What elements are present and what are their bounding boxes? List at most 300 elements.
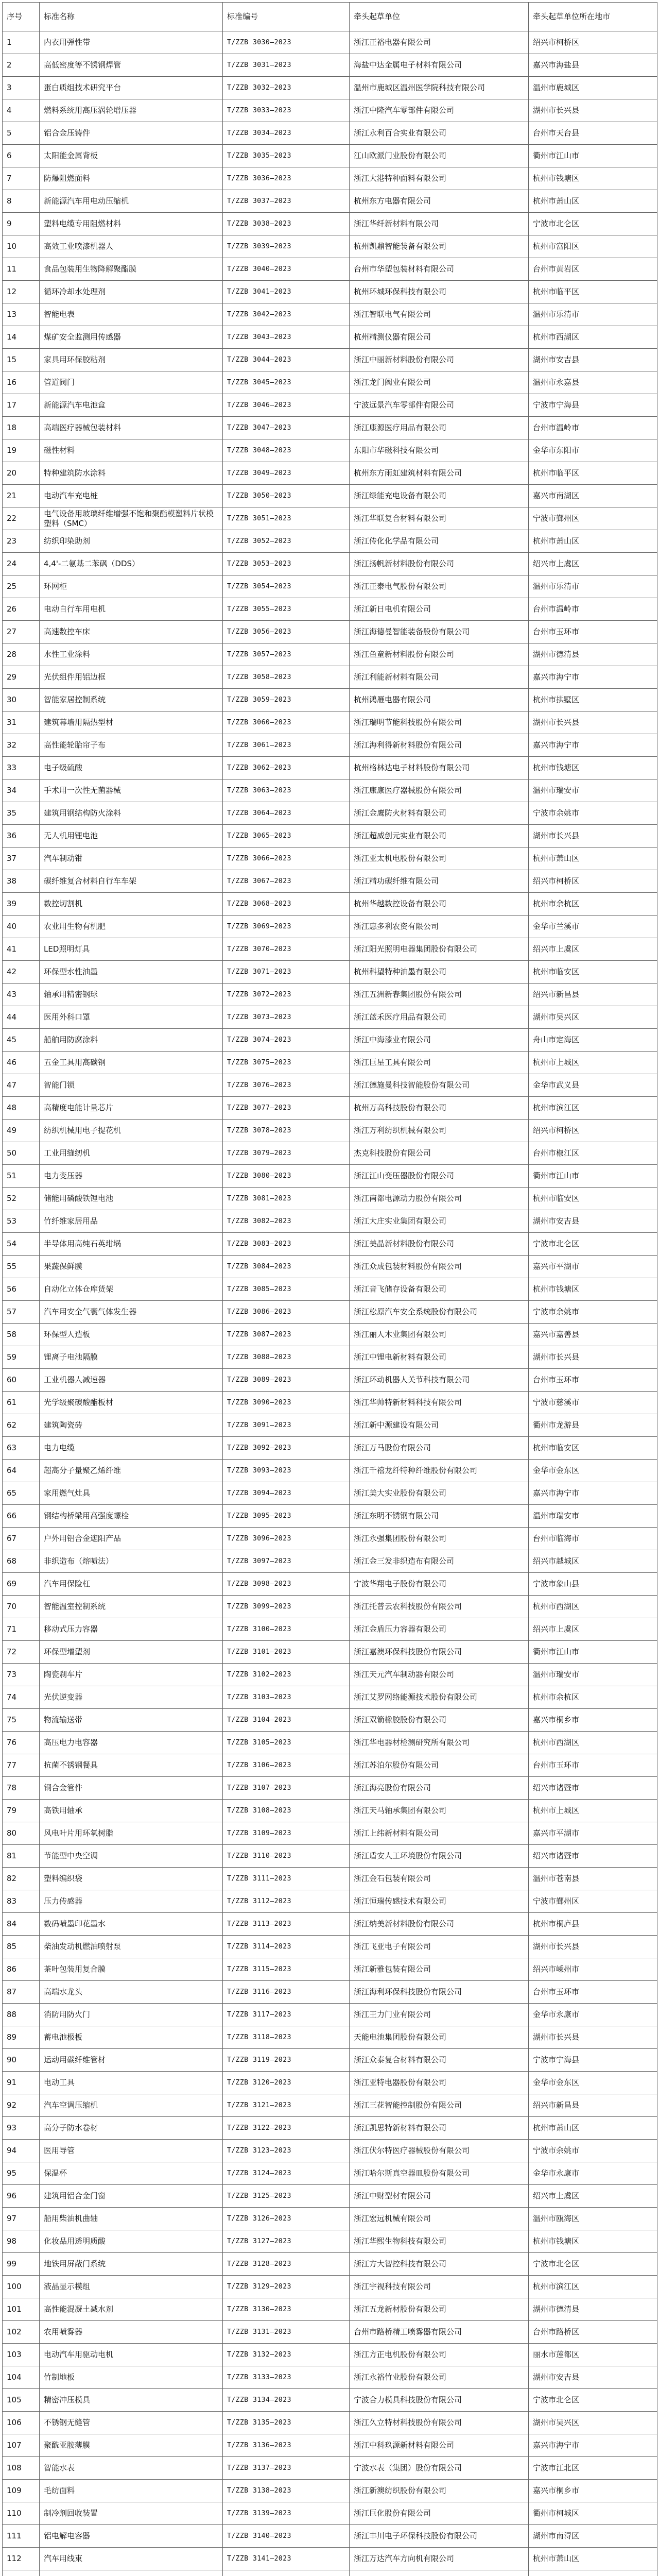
lead-drafter-city-cell: 杭州市萧山区 <box>529 190 657 213</box>
standard-code-cell: T/ZZB 3049—2023 <box>223 462 350 485</box>
standard-code-cell: T/ZZB 3069—2023 <box>223 916 350 938</box>
standard-code-cell: T/ZZB 3125—2023 <box>223 2185 350 2208</box>
table-row <box>3 462 657 485</box>
lead-drafter-city-cell: 湖州市长兴县 <box>529 99 657 122</box>
standard-name-cell: 电动工具 <box>40 2072 223 2094</box>
standard-name-cell: 环网柜 <box>40 575 223 598</box>
lead-drafter-city-cell: 台州市玉环市 <box>529 621 657 643</box>
lead-drafter-cell: 浙江江山变压器股份有限公司 <box>350 1165 529 1188</box>
standard-code-cell: T/ZZB 3034—2023 <box>223 122 350 145</box>
standard-code-cell: T/ZZB 3087—2023 <box>223 1324 350 1346</box>
lead-drafter-cell: 浙江海亮股份有限公司 <box>350 1777 529 1800</box>
standard-code-cell: T/ZZB 3081—2023 <box>223 1188 350 1210</box>
table-row <box>3 1392 657 1414</box>
standard-code-cell: T/ZZB 3047—2023 <box>223 417 350 439</box>
lead-drafter-city-cell: 宁波市宁海县 <box>529 394 657 417</box>
lead-drafter-city-cell: 绍兴市诸暨市 <box>529 1845 657 1868</box>
row-index-cell: 30 <box>3 689 40 711</box>
table-row <box>3 621 657 643</box>
standard-name-cell: 新能源汽车用电动压缩机 <box>40 190 223 213</box>
row-index-cell: 67 <box>3 1528 40 1550</box>
lead-drafter-city-cell: 绍兴市新昌县 <box>529 984 657 1006</box>
lead-drafter-cell: 台州市华塑包装材料有限公司 <box>350 258 529 281</box>
lead-drafter-city-cell: 温州市瑞安市 <box>529 779 657 802</box>
lead-drafter-city-cell: 宁波市北仑区 <box>529 1233 657 1256</box>
lead-drafter-city-cell: 宁波市江北区 <box>529 2457 657 2480</box>
lead-drafter-city-cell: 杭州市萧山区 <box>529 848 657 870</box>
table-row <box>3 1641 657 1664</box>
lead-drafter-cell: 浙江巨化股份有限公司 <box>350 2502 529 2525</box>
table-row <box>3 1324 657 1346</box>
row-index-cell: 93 <box>3 2117 40 2140</box>
standard-code-cell: T/ZZB 3077—2023 <box>223 1097 350 1120</box>
lead-drafter-cell: 浙江海利得新材料股份有限公司 <box>350 734 529 757</box>
standard-name-cell: 液晶显示模组 <box>40 2276 223 2298</box>
standard-code-cell: T/ZZB 3073—2023 <box>223 1006 350 1029</box>
lead-drafter-city-cell: 湖州市安吉县 <box>529 1210 657 1233</box>
lead-drafter-city-cell: 绍兴市柯桥区 <box>529 1120 657 1142</box>
standard-code-cell: T/ZZB 3108—2023 <box>223 1800 350 1822</box>
table-row <box>3 1845 657 1868</box>
standard-code-cell: T/ZZB 3030—2023 <box>223 31 350 54</box>
standard-code-cell: T/ZZB 3109—2023 <box>223 1822 350 1845</box>
standard-code-cell: T/ZZB 3079—2023 <box>223 1142 350 1165</box>
row-index-cell: 107 <box>3 2434 40 2457</box>
standard-name-cell: 竹制地板 <box>40 2366 223 2389</box>
standard-name-cell: 高压电力电容器 <box>40 1732 223 1754</box>
lead-drafter-cell: 浙江飞亚电子有限公司 <box>350 1936 529 1958</box>
lead-drafter-cell: 杭州环城环保科技有限公司 <box>350 281 529 303</box>
lead-drafter-cell: 浙江哈尔斯真空器皿股份有限公司 <box>350 2162 529 2185</box>
standard-code-cell: T/ZZB 3099—2023 <box>223 1596 350 1618</box>
lead-drafter-city-cell: 杭州市富阳区 <box>529 235 657 258</box>
lead-drafter-cell: 浙江南都电源动力股份有限公司 <box>350 1188 529 1210</box>
row-index-cell: 103 <box>3 2344 40 2366</box>
standard-name-cell: 船用柴油机曲轴 <box>40 2208 223 2230</box>
lead-drafter-city-cell: 台州市温岭市 <box>529 598 657 621</box>
table-row <box>3 1120 657 1142</box>
lead-drafter-city-cell: 台州市椒江区 <box>529 1142 657 1165</box>
standard-name-cell: 纺织机械用电子提花机 <box>40 1120 223 1142</box>
lead-drafter-city-cell: 嘉兴市南湖区 <box>529 485 657 507</box>
table-row <box>3 2026 657 2049</box>
row-index-cell: 62 <box>3 1414 40 1437</box>
row-index-cell: 105 <box>3 2389 40 2412</box>
lead-drafter-city-cell: 金华市金东区 <box>529 1460 657 1482</box>
table-row <box>3 258 657 281</box>
table-row <box>3 485 657 507</box>
table-row <box>3 984 657 1006</box>
standard-name-cell: 特种建筑防水涂料 <box>40 462 223 485</box>
lead-drafter-cell: 浙江东明不锈钢有限公司 <box>350 1505 529 1528</box>
table-row <box>3 1460 657 1482</box>
lead-drafter-city-cell: 嘉兴市平湖市 <box>529 1256 657 1278</box>
lead-drafter-city-cell: 杭州市西湖区 <box>529 326 657 349</box>
standard-code-cell: T/ZZB 3114—2023 <box>223 1936 350 1958</box>
standard-code-cell: T/ZZB 3093—2023 <box>223 1460 350 1482</box>
table-row <box>3 371 657 394</box>
lead-drafter-cell: 浙江盾安人工环境股份有限公司 <box>350 1845 529 1868</box>
table-row <box>3 1754 657 1777</box>
row-index-cell: 43 <box>3 984 40 1006</box>
lead-drafter-city-cell: 衢州市江山市 <box>529 145 657 167</box>
lead-drafter-cell: 浙江天元汽车制动器有限公司 <box>350 1664 529 1686</box>
standard-name-cell: 高端水龙头 <box>40 1981 223 2004</box>
lead-drafter-city-cell: 杭州市钱塘区 <box>529 757 657 779</box>
standard-name-cell: 家具用环保胶粘剂 <box>40 349 223 371</box>
row-index-cell: 55 <box>3 1256 40 1278</box>
standard-code-cell: T/ZZB 3055—2023 <box>223 598 350 621</box>
lead-drafter-city-cell: 宁波市慈溪市 <box>529 1392 657 1414</box>
table-row <box>3 2412 657 2434</box>
lead-drafter-city-cell: 杭州市西湖区 <box>529 1732 657 1754</box>
standard-code-cell: T/ZZB 3127—2023 <box>223 2230 350 2253</box>
table-row <box>3 1618 657 1641</box>
row-index-cell: 88 <box>3 2004 40 2026</box>
lead-drafter-city-cell: 绍兴市嵊州市 <box>529 1958 657 1981</box>
row-index-cell: 3 <box>3 77 40 99</box>
row-index-cell: 77 <box>3 1754 40 1777</box>
lead-drafter-city-cell: 衢州市江山市 <box>529 1165 657 1188</box>
row-index-cell: 15 <box>3 349 40 371</box>
column-header-lead-drafter-city: 牵头起草单位所在地市 <box>529 3 657 31</box>
lead-drafter-city-cell: 台州市玉环市 <box>529 1754 657 1777</box>
row-index-cell: 50 <box>3 1142 40 1165</box>
table-row <box>3 2072 657 2094</box>
table-row <box>3 1573 657 1596</box>
lead-drafter-cell: 浙江超威创元实业有限公司 <box>350 825 529 848</box>
lead-drafter-cell: 浙江华熙生物科技有限公司 <box>350 2230 529 2253</box>
row-index-cell: 92 <box>3 2094 40 2117</box>
standard-code-cell: T/ZZB 3058—2023 <box>223 666 350 689</box>
table-row <box>3 1868 657 1890</box>
lead-drafter-city-cell: 杭州市滨江区 <box>529 2276 657 2298</box>
table-row <box>3 825 657 848</box>
lead-drafter-cell: 浙江华电器材检测研究所有限公司 <box>350 1732 529 1754</box>
standard-code-cell: T/ZZB 3067—2023 <box>223 870 350 893</box>
lead-drafter-city-cell: 台州市玉环市 <box>529 1981 657 2004</box>
standard-code-cell: T/ZZB 3066—2023 <box>223 848 350 870</box>
row-index-cell <box>3 2570 40 2576</box>
table-row <box>3 281 657 303</box>
standards-sheet <box>2 2 657 2576</box>
lead-drafter-cell: 浙江永裕竹业股份有限公司 <box>350 2366 529 2389</box>
table-row <box>3 1958 657 1981</box>
table-row <box>3 757 657 779</box>
lead-drafter-cell: 浙江丽人木业集团有限公司 <box>350 1324 529 1346</box>
lead-drafter-cell: 浙江利能新材料有限公司 <box>350 666 529 689</box>
table-row <box>3 2548 657 2570</box>
lead-drafter-city-cell: 杭州市临安区 <box>529 961 657 984</box>
standard-code-cell: T/ZZB 3094—2023 <box>223 1482 350 1505</box>
table-row <box>3 2389 657 2412</box>
standard-code-cell: T/ZZB 3122—2023 <box>223 2117 350 2140</box>
standard-name-cell: 智能家居控制系统 <box>40 689 223 711</box>
row-index-cell: 85 <box>3 1936 40 1958</box>
row-index-cell: 64 <box>3 1460 40 1482</box>
lead-drafter-cell: 杭州华越数控设备有限公司 <box>350 893 529 916</box>
standard-code-cell: T/ZZB 3085—2023 <box>223 1278 350 1301</box>
lead-drafter-city-cell: 杭州市临平区 <box>529 281 657 303</box>
row-index-cell: 10 <box>3 235 40 258</box>
lead-drafter-city-cell: 嘉兴市海盐县 <box>529 54 657 77</box>
lead-drafter-cell: 浙江万利纺织机械有限公司 <box>350 1120 529 1142</box>
standard-code-cell: T/ZZB 3117—2023 <box>223 2004 350 2026</box>
standard-code-cell: T/ZZB 3039—2023 <box>223 235 350 258</box>
lead-drafter-cell: 杰克科技股份有限公司 <box>350 1142 529 1165</box>
standard-name-cell: 不锈钢无缝管 <box>40 2412 223 2434</box>
standard-code-cell: T/ZZB 3116—2023 <box>223 1981 350 2004</box>
lead-drafter-cell: 浙江嘉澳环保科技股份有限公司 <box>350 1641 529 1664</box>
lead-drafter-cell: 杭州万高科技股份有限公司 <box>350 1097 529 1120</box>
row-index-cell: 37 <box>3 848 40 870</box>
lead-drafter-city-cell: 绍兴市柯桥区 <box>529 870 657 893</box>
table-row <box>3 1913 657 1936</box>
standard-name-cell: 汽车用线束 <box>40 2548 223 2570</box>
row-index-cell: 110 <box>3 2502 40 2525</box>
lead-drafter-city-cell: 衢州市江山市 <box>529 1641 657 1664</box>
lead-drafter-cell: 浙江凯思特新材料有限公司 <box>350 2117 529 2140</box>
lead-drafter-cell: 浙江海德曼智能装备股份有限公司 <box>350 621 529 643</box>
lead-drafter-city-cell: 温州市瑞安市 <box>529 1664 657 1686</box>
lead-drafter-cell: 浙江中丽新材料股份有限公司 <box>350 349 529 371</box>
row-index-cell: 104 <box>3 2366 40 2389</box>
standard-code-cell: T/ZZB 3050—2023 <box>223 485 350 507</box>
lead-drafter-cell: 浙江方正电机股份有限公司 <box>350 2344 529 2366</box>
standard-code-cell: T/ZZB 3123—2023 <box>223 2140 350 2162</box>
table-row <box>3 1006 657 1029</box>
standard-code-cell: T/ZZB 3133—2023 <box>223 2366 350 2389</box>
standard-name-cell: 蛋白质组技术研究平台 <box>40 77 223 99</box>
standard-name-cell: 汽车用安全气囊气体发生器 <box>40 1301 223 1324</box>
standard-code-cell: T/ZZB 3105—2023 <box>223 1732 350 1754</box>
table-row <box>3 1301 657 1324</box>
standard-name-cell: LED照明灯具 <box>40 938 223 961</box>
standard-name-cell: 环保型水性油墨 <box>40 961 223 984</box>
table-row <box>3 1890 657 1913</box>
standard-name-cell: 电动自行车用电机 <box>40 598 223 621</box>
row-index-cell: 38 <box>3 870 40 893</box>
standard-code-cell: T/ZZB 3031—2023 <box>223 54 350 77</box>
lead-drafter-cell: 浙江康源医疗用品有限公司 <box>350 417 529 439</box>
row-index-cell: 108 <box>3 2457 40 2480</box>
lead-drafter-cell: 浙江德施曼科技智能股份有限公司 <box>350 1074 529 1097</box>
table-row <box>3 2480 657 2502</box>
row-index-cell: 97 <box>3 2208 40 2230</box>
standard-name-cell: 智能水表 <box>40 2457 223 2480</box>
row-index-cell: 99 <box>3 2253 40 2276</box>
table-row <box>3 848 657 870</box>
table-row <box>3 1233 657 1256</box>
row-index-cell: 111 <box>3 2525 40 2548</box>
standard-code-cell: T/ZZB 3042—2023 <box>223 303 350 326</box>
standard-name-cell: 智能电表 <box>40 303 223 326</box>
standard-name-cell: 数控切割机 <box>40 893 223 916</box>
lead-drafter-cell: 浙江天马轴承集团有限公司 <box>350 1800 529 1822</box>
lead-drafter-cell: 浙江纳美新材料股份有限公司 <box>350 1913 529 1936</box>
standard-code-cell: T/ZZB 3064—2023 <box>223 802 350 825</box>
standard-name-cell: 防爆阻燃面料 <box>40 167 223 190</box>
standard-name-cell: 高分子防水卷材 <box>40 2117 223 2140</box>
row-index-cell: 35 <box>3 802 40 825</box>
table-row <box>3 2004 657 2026</box>
lead-drafter-city-cell: 绍兴市上虞区 <box>529 553 657 575</box>
table-row <box>3 1505 657 1528</box>
lead-drafter-city-cell: 温州市乐清市 <box>529 575 657 598</box>
standard-name-cell: 塑料电缆专用阻燃材料 <box>40 213 223 235</box>
standard-code-cell: T/ZZB 3119—2023 <box>223 2049 350 2072</box>
lead-drafter-cell: 浙江新日电机有限公司 <box>350 598 529 621</box>
row-index-cell: 90 <box>3 2049 40 2072</box>
standard-name-cell: 建筑用钢结构防火涂料 <box>40 802 223 825</box>
lead-drafter-cell: 东阳市华磁科技有限公司 <box>350 439 529 462</box>
standard-name-cell: 光伏逆变器 <box>40 1686 223 1709</box>
table-row <box>3 779 657 802</box>
standard-code-cell: T/ZZB 3141—2023 <box>223 2548 350 2570</box>
lead-drafter-city-cell: 杭州市钱塘区 <box>529 1278 657 1301</box>
lead-drafter-cell <box>350 2570 529 2576</box>
row-index-cell: 63 <box>3 1437 40 1460</box>
row-index-cell: 39 <box>3 893 40 916</box>
lead-drafter-cell: 温州市鹿城区温州医学院科技有限公司 <box>350 77 529 99</box>
standard-code-cell: T/ZZB 3097—2023 <box>223 1550 350 1573</box>
standard-name-cell: 聚酰亚胺薄膜 <box>40 2434 223 2457</box>
row-index-cell: 41 <box>3 938 40 961</box>
standard-name-cell: 半导体用高纯石英坩埚 <box>40 1233 223 1256</box>
table-row <box>3 1188 657 1210</box>
row-index-cell: 91 <box>3 2072 40 2094</box>
header-row <box>3 3 657 31</box>
lead-drafter-cell: 浙江艾罗网络能源技术股份有限公司 <box>350 1686 529 1709</box>
standard-name-cell: 医用导管 <box>40 2140 223 2162</box>
row-index-cell: 6 <box>3 145 40 167</box>
lead-drafter-cell: 浙江巨星工具有限公司 <box>350 1052 529 1074</box>
standard-name-cell: 风电叶片用环氧树脂 <box>40 1822 223 1845</box>
row-index-cell: 54 <box>3 1233 40 1256</box>
row-index-cell: 70 <box>3 1596 40 1618</box>
lead-drafter-cell: 浙江亚太机电股份有限公司 <box>350 848 529 870</box>
row-index-cell: 65 <box>3 1482 40 1505</box>
standard-name-cell: 煤矿安全监测用传感器 <box>40 326 223 349</box>
standard-name-cell: 节能型中央空调 <box>40 1845 223 1868</box>
lead-drafter-city-cell: 金华市金东区 <box>529 2072 657 2094</box>
table-row <box>3 1686 657 1709</box>
standard-code-cell: T/ZZB 3037—2023 <box>223 190 350 213</box>
standard-code-cell: T/ZZB 3032—2023 <box>223 77 350 99</box>
table-row <box>3 2502 657 2525</box>
standard-code-cell: T/ZZB 3051—2023 <box>223 507 350 530</box>
standard-code-cell: T/ZZB 3110—2023 <box>223 1845 350 1868</box>
lead-drafter-cell: 浙江众成包装材料股份有限公司 <box>350 1256 529 1278</box>
standard-name-cell: 毛纺面料 <box>40 2480 223 2502</box>
lead-drafter-cell: 浙江永强集团股份有限公司 <box>350 1528 529 1550</box>
lead-drafter-city-cell: 嘉兴市桐乡市 <box>529 1709 657 1732</box>
table-row <box>3 1550 657 1573</box>
row-index-cell: 94 <box>3 2140 40 2162</box>
lead-drafter-city-cell: 杭州市上城区 <box>529 1052 657 1074</box>
lead-drafter-city-cell: 杭州市临平区 <box>529 462 657 485</box>
lead-drafter-city-cell: 宁波市鄞州区 <box>529 1890 657 1913</box>
lead-drafter-city-cell: 宁波市余姚市 <box>529 802 657 825</box>
row-index-cell: 40 <box>3 916 40 938</box>
standard-name-cell: 铝合金压铸件 <box>40 122 223 145</box>
standard-code-cell: T/ZZB 3136—2023 <box>223 2434 350 2457</box>
row-index-cell: 52 <box>3 1188 40 1210</box>
lead-drafter-city-cell <box>529 2570 657 2576</box>
row-index-cell: 80 <box>3 1822 40 1845</box>
lead-drafter-city-cell: 湖州市长兴县 <box>529 1346 657 1369</box>
lead-drafter-city-cell: 宁波市象山县 <box>529 1573 657 1596</box>
lead-drafter-city-cell: 宁波市北仑区 <box>529 2253 657 2276</box>
standard-code-cell: T/ZZB 3089—2023 <box>223 1369 350 1392</box>
table-row <box>3 99 657 122</box>
standard-name-cell: 运动用碳纤维管材 <box>40 2049 223 2072</box>
standard-name-cell: 轴承用精密钢球 <box>40 984 223 1006</box>
lead-drafter-city-cell: 杭州市萧山区 <box>529 2117 657 2140</box>
row-index-cell: 8 <box>3 190 40 213</box>
lead-drafter-cell: 浙江中科玖源新材料有限公司 <box>350 2434 529 2457</box>
row-index-cell: 98 <box>3 2230 40 2253</box>
lead-drafter-city-cell: 湖州市长兴县 <box>529 1936 657 1958</box>
lead-drafter-cell: 浙江万马股份有限公司 <box>350 1437 529 1460</box>
standard-name-cell: 蓄电池极板 <box>40 2026 223 2049</box>
row-index-cell: 13 <box>3 303 40 326</box>
standard-name-cell: 高低密度等不锈钢焊管 <box>40 54 223 77</box>
standard-code-cell: T/ZZB 3101—2023 <box>223 1641 350 1664</box>
standard-name-cell: 电动汽车用驱动电机 <box>40 2344 223 2366</box>
standard-code-cell: T/ZZB 3139—2023 <box>223 2502 350 2525</box>
table-row <box>3 598 657 621</box>
lead-drafter-city-cell: 杭州市临安区 <box>529 1437 657 1460</box>
table-header <box>3 3 657 31</box>
row-index-cell: 79 <box>3 1800 40 1822</box>
standard-code-cell: T/ZZB 3131—2023 <box>223 2321 350 2344</box>
lead-drafter-city-cell: 杭州市钱塘区 <box>529 167 657 190</box>
lead-drafter-cell: 浙江阳光照明电器集团股份有限公司 <box>350 938 529 961</box>
standard-code-cell: T/ZZB 3126—2023 <box>223 2208 350 2230</box>
standard-name-cell: 非织造布（熔喷法） <box>40 1550 223 1573</box>
lead-drafter-city-cell: 湖州市安吉县 <box>529 2366 657 2389</box>
table-row <box>3 711 657 734</box>
lead-drafter-city-cell: 宁波市鄞州区 <box>529 507 657 530</box>
lead-drafter-cell: 浙江松原汽车安全系统股份有限公司 <box>350 1301 529 1324</box>
lead-drafter-city-cell: 绍兴市柯桥区 <box>529 31 657 54</box>
table-row <box>3 2276 657 2298</box>
table-row <box>3 1074 657 1097</box>
table-row <box>3 530 657 553</box>
standard-code-cell: T/ZZB 3038—2023 <box>223 213 350 235</box>
standard-name-cell: 建筑用铝合金门窗 <box>40 2185 223 2208</box>
standard-name-cell <box>40 2570 223 2576</box>
table-row <box>3 1777 657 1800</box>
standard-name-cell: 保温杯 <box>40 2162 223 2185</box>
table-row <box>3 2117 657 2140</box>
row-index-cell: 75 <box>3 1709 40 1732</box>
row-index-cell: 5 <box>3 122 40 145</box>
table-row <box>3 1052 657 1074</box>
lead-drafter-city-cell: 嘉兴市海宁市 <box>529 734 657 757</box>
table-row <box>3 213 657 235</box>
standard-name-cell: 家用燃气灶具 <box>40 1482 223 1505</box>
standard-name-cell: 钢结构桥梁用高强度螺栓 <box>40 1505 223 1528</box>
standard-name-cell: 智能门锁 <box>40 1074 223 1097</box>
standard-name-cell: 管道阀门 <box>40 371 223 394</box>
lead-drafter-city-cell: 台州市玉环市 <box>529 1369 657 1392</box>
standard-code-cell: T/ZZB 3103—2023 <box>223 1686 350 1709</box>
standard-name-cell: 电动汽车充电桩 <box>40 485 223 507</box>
standard-name-cell: 循环冷却水处理剂 <box>40 281 223 303</box>
standard-code-cell: T/ZZB 3080—2023 <box>223 1165 350 1188</box>
